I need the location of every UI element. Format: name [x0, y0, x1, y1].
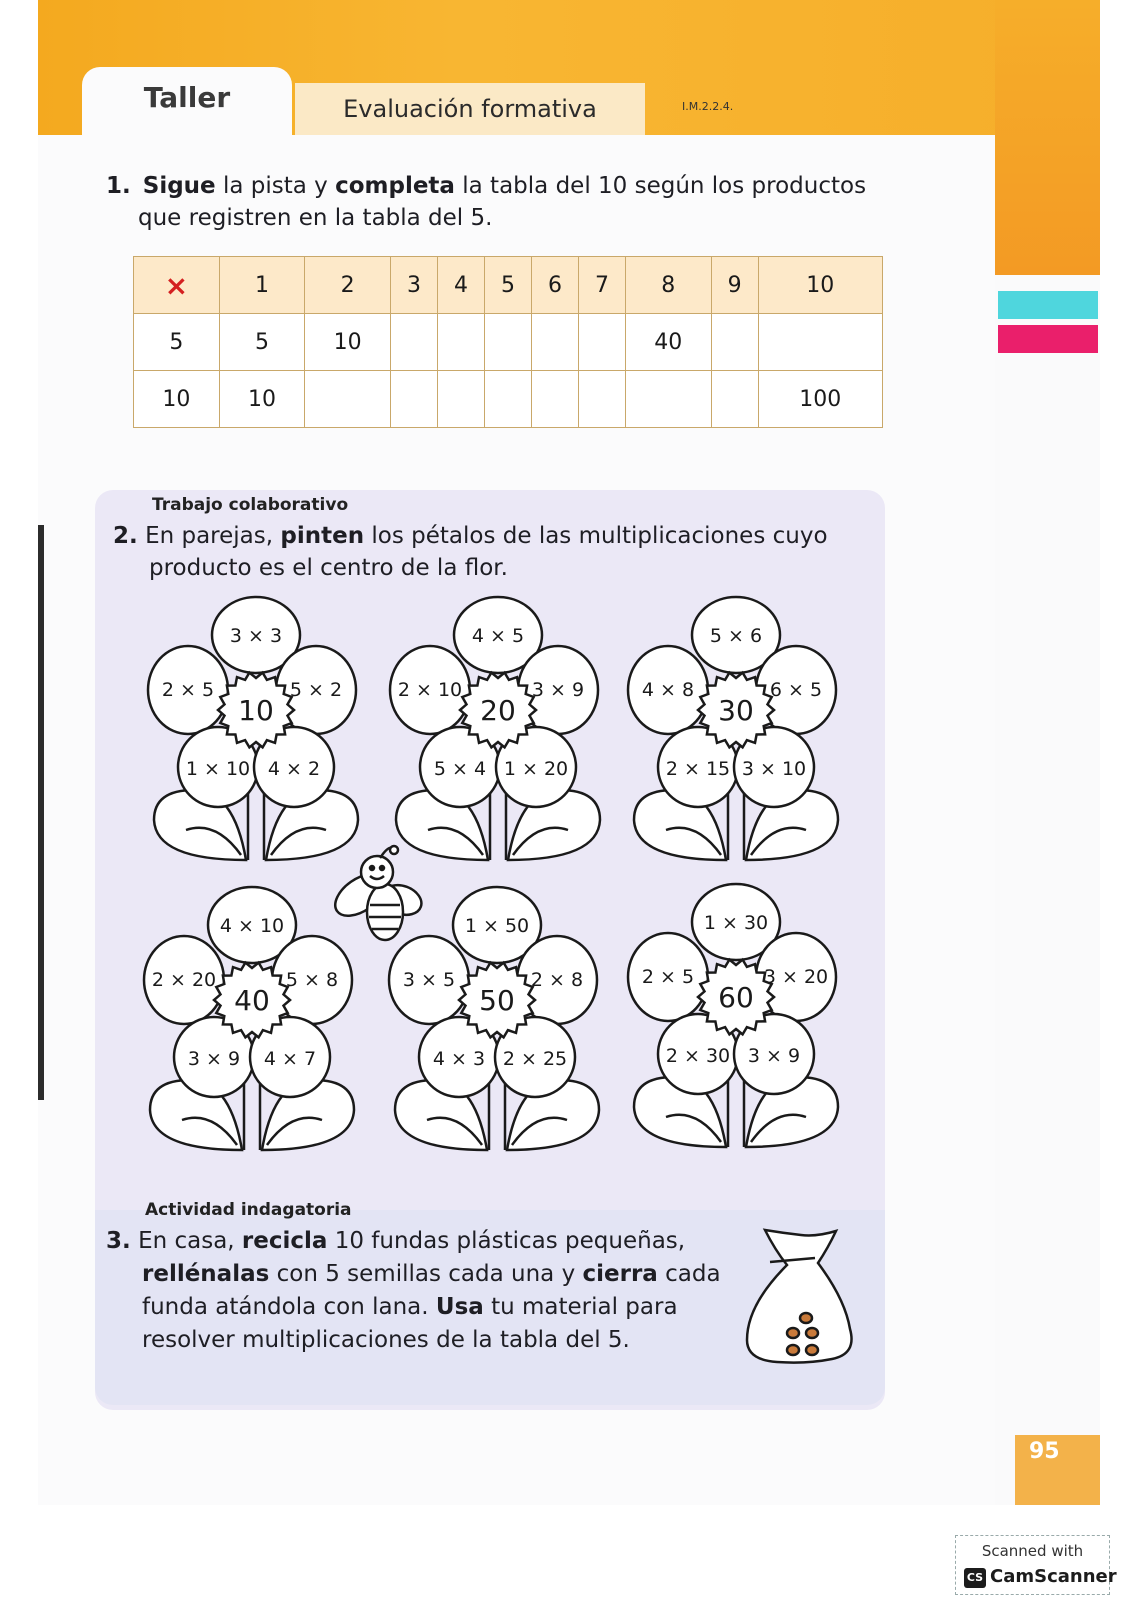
- question-3: [106, 1225, 726, 1357]
- petal-label: 5 × 4: [433, 758, 487, 780]
- petal-label: 2 × 25: [502, 1048, 568, 1070]
- table-cell: 10: [219, 371, 305, 428]
- flower: [628, 884, 838, 1147]
- petal-label: 3 × 3: [229, 625, 283, 647]
- petal-label: 4 × 7: [263, 1048, 317, 1070]
- text: cada: [657, 1261, 721, 1287]
- page-number: 95: [1015, 1435, 1100, 1505]
- flower-center-label: 20: [480, 694, 516, 727]
- table-header-cell: 5: [484, 257, 531, 314]
- table-cell: 100: [758, 371, 882, 428]
- stem: [728, 790, 744, 860]
- keyword: rellénalas: [142, 1261, 270, 1287]
- question-number: 2.: [113, 523, 138, 549]
- flower-center-label: 60: [718, 981, 754, 1014]
- petal-label: 3 × 10: [741, 758, 807, 780]
- stem: [248, 790, 264, 860]
- table-cell: 40: [625, 314, 711, 371]
- petal-label: 1 × 10: [185, 758, 251, 780]
- petal-label: 4 × 10: [219, 915, 285, 937]
- question-line: que registren en la tabla del 5.: [138, 205, 493, 231]
- petal-label: 5 × 8: [285, 969, 339, 991]
- petal-label: 1 × 50: [464, 915, 530, 937]
- question-line: producto es el centro de la flor.: [149, 555, 508, 581]
- times-mark: ×: [164, 268, 189, 302]
- table-cell: 5: [134, 314, 220, 371]
- petal-label: 2 × 15: [665, 758, 731, 780]
- petal-label: 2 × 5: [161, 679, 215, 701]
- petal-label: 5 × 6: [709, 625, 763, 647]
- text: En casa,: [138, 1228, 242, 1254]
- keyword: Sigue: [142, 173, 216, 199]
- table-header-cell: 8: [625, 257, 711, 314]
- camscanner-watermark: [955, 1535, 1117, 1595]
- text: En parejas,: [145, 523, 281, 549]
- subhead-actividad: Actividad indagatoria: [145, 1200, 352, 1220]
- question-line: resolver multiplicaciones de la tabla del 5.: [142, 1327, 630, 1353]
- petal-label: 3 × 5: [402, 969, 456, 991]
- subhead-trabajo: Trabajo colaborativo: [152, 495, 349, 515]
- petal-label: 3 × 20: [763, 966, 829, 988]
- table-header-cell: 10: [758, 257, 882, 314]
- petal-label: 2 × 5: [641, 966, 695, 988]
- petal-label: 4 × 5: [471, 625, 525, 647]
- stem: [490, 790, 506, 860]
- keyword: Usa: [435, 1294, 484, 1320]
- curriculum-code: I.M.2.2.4.: [682, 100, 734, 113]
- flower: [144, 887, 354, 1150]
- petal-label: 2 × 8: [530, 969, 584, 991]
- camscanner-logo-icon: CS: [964, 1568, 986, 1588]
- petal-label: 3 × 9: [531, 679, 585, 701]
- question-number: 1.: [106, 173, 131, 199]
- table-cell: 10: [305, 314, 391, 371]
- stem: [489, 1080, 505, 1150]
- table-header-cell: 1: [219, 257, 305, 314]
- flower-center-label: 30: [718, 694, 754, 727]
- flower-center-label: 50: [479, 984, 515, 1017]
- keyword: completa: [335, 173, 455, 199]
- flower: [148, 597, 358, 860]
- text: la tabla del 10 según los productos: [454, 173, 867, 199]
- petal-label: 6 × 5: [769, 679, 823, 701]
- petal-label: 4 × 2: [267, 758, 321, 780]
- flower-center-label: 10: [238, 694, 274, 727]
- petal-label: 1 × 20: [503, 758, 569, 780]
- keyword: cierra: [582, 1261, 658, 1287]
- petal-label: 5 × 2: [289, 679, 343, 701]
- keyword: pinten: [280, 523, 365, 549]
- seed-bag-icon: [747, 1230, 852, 1363]
- tab-taller-label: Taller: [143, 80, 231, 114]
- table-cell: 5: [219, 314, 305, 371]
- table-header-cell: 6: [531, 257, 578, 314]
- stem: [244, 1080, 260, 1150]
- text: la pista y: [215, 173, 336, 199]
- flower: [389, 887, 599, 1150]
- petal-label: 3 × 9: [187, 1048, 241, 1070]
- table-header-cell: 3: [391, 257, 438, 314]
- petal-label: 1 × 30: [703, 912, 769, 934]
- table-cell: 10: [134, 371, 220, 428]
- text: con 5 semillas cada una y: [269, 1261, 583, 1287]
- text: tu material para: [483, 1294, 678, 1320]
- watermark-line: Scanned with: [981, 1542, 1084, 1560]
- tab-evaluacion-label: Evaluación formativa: [343, 95, 597, 123]
- petal-label: 2 × 20: [151, 969, 217, 991]
- flower-center-label: 40: [234, 984, 270, 1017]
- watermark-name: CamScanner: [990, 1566, 1117, 1587]
- petal-label: 4 × 8: [641, 679, 695, 701]
- bee-icon: [328, 846, 426, 940]
- stem: [728, 1077, 744, 1147]
- text: los pétalos de las multiplicaciones cuyo: [364, 523, 828, 549]
- question-number: 3.: [106, 1228, 131, 1254]
- petal-label: 4 × 3: [432, 1048, 486, 1070]
- table-header-cell: 2: [305, 257, 391, 314]
- table-header-cell: 9: [711, 257, 758, 314]
- table-header-cell: 4: [438, 257, 485, 314]
- petal-label: 3 × 9: [747, 1045, 801, 1067]
- flower: [628, 597, 838, 860]
- text: funda atándola con lana.: [142, 1294, 436, 1320]
- petal-label: 2 × 10: [397, 679, 463, 701]
- petal-label: 2 × 30: [665, 1045, 731, 1067]
- keyword: recicla: [241, 1228, 328, 1254]
- text: 10 fundas plásticas pequeñas,: [327, 1228, 686, 1254]
- table-header-cell: 7: [578, 257, 625, 314]
- flower: [390, 597, 600, 860]
